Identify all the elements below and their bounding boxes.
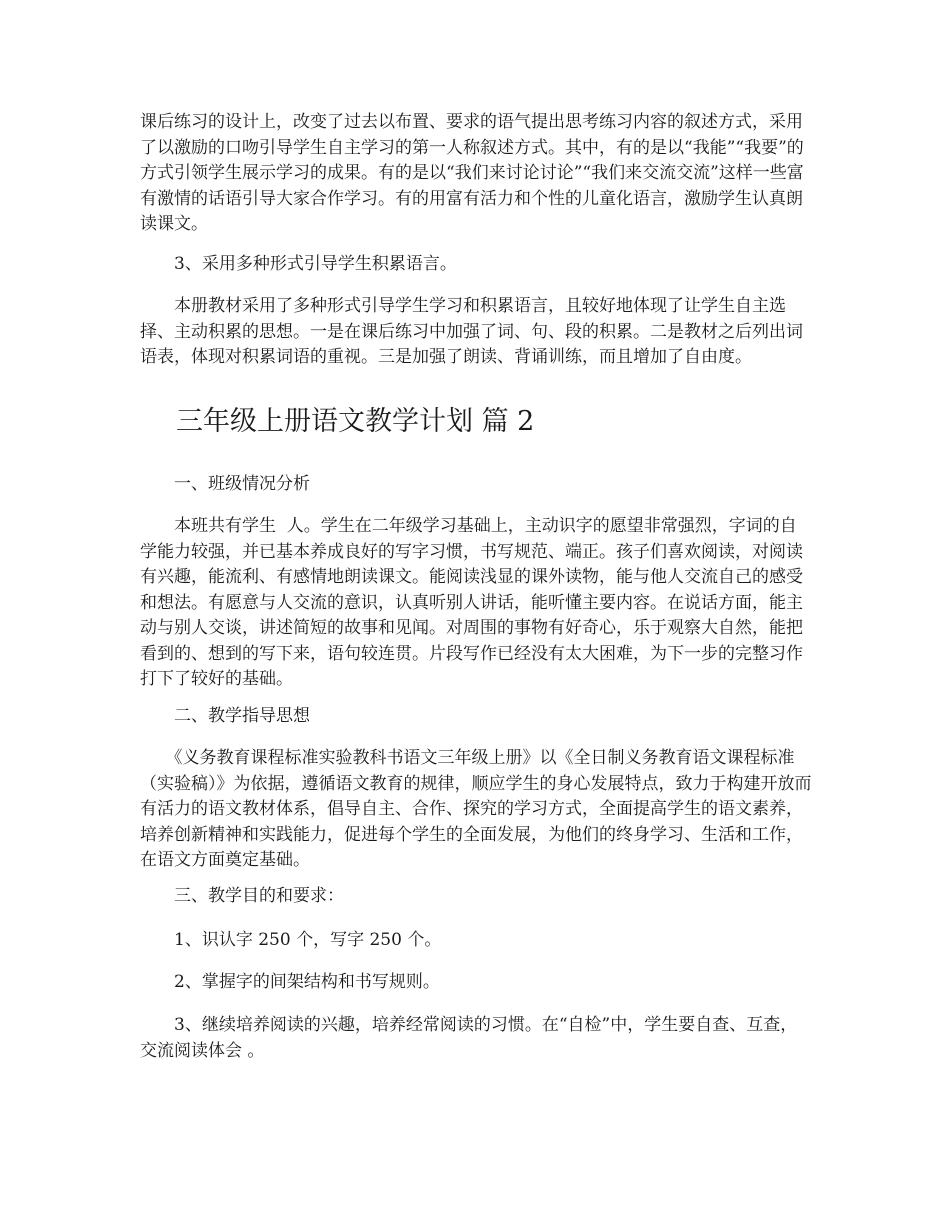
paragraph-item-3: 3、采用多种形式引导学生积累语言。 xyxy=(140,254,457,274)
subheading-guiding-thought: 二、教学指导思想 xyxy=(140,706,310,726)
goal-item-1: 1、识认字 250 个，写字 250 个。 xyxy=(140,930,442,950)
paragraph-guiding-thought: 《义务教育课程标准实验教科书语文三年级上册》以《全日制义务教育语文课程标准（实验稿）》为依据，遵循语文教育的规律，顺应学生的身心发展特点，致力于构建开放而有活力的语文教材体系，倡导自主、合作、探究的学习方式，全面提高学生的语文素养，培养创新精神和实践能力，促进每个学生的全面发展，为他们的终身学习、生活和工作，在语文方面奠定基础。 xyxy=(140,748,812,870)
goal-item-3: 3、继续培养阅读的兴趣，培养经常阅读的习惯。在“自检”中，学生要自查、互查，交流阅读体会 。 xyxy=(140,1015,798,1061)
paragraph-language-accumulation: 本册教材采用了多种形式引导学生学习和积累语言，且较好地体现了让学生自主选择、主动积累的思想。一是在课后练习中加强了词、句、段的积累。二是教材之后列出词语表，体现对积累词语的重视。三是加强了朗读、背诵训练，而且增加了自由度。 xyxy=(140,296,803,367)
paragraph-class-analysis: 本班共有学生 人。学生在二年级学习基础上，主动识字的愿望非常强烈，字词的自学能力较强，并已基本养成良好的写字习惯，书写规范、端正。孩子们喜欢阅读，对阅读有兴趣，能流利、有感情地朗读课文。能阅读浅显的课外读物，能与他人交流自己的感受和想法。有愿意与人交流的意识，认真听别人讲话，能听懂主要内容。在说话方面，能主动与别人交谈，讲述简短的故事和见闻。对周围的事物有好奇心，乐于观察大自然，能把看到的、想到的写下来，语句较连贯。片段写作已经没有太大困难，为下一步的完整习作打下了较好的基础。 xyxy=(140,516,803,689)
section-heading: 三年级上册语文教学计划 篇 2 xyxy=(176,406,535,437)
goal-item-2: 2、掌握字的间架结构和书写规则。 xyxy=(140,972,440,992)
subheading-class-analysis: 一、班级情况分析 xyxy=(140,474,310,494)
paragraph-exercise-design: 课后练习的设计上，改变了过去以布置、要求的语气提出思考练习内容的叙述方式，采用了以激励的口吻引导学生自主学习的第一人称叙述方式。其中，有的是以“我能”“我要”的方式引领学生展示学习的成果。有的是以“我们来讨论讨论”“我们来交流交流”这样一些富有激情的话语引导大家合作学习。有的用富有活力和个性的儿童化语言，激励学生认真朗读课文。 xyxy=(140,112,804,234)
subheading-goals: 三、教学目的和要求： xyxy=(140,886,344,906)
